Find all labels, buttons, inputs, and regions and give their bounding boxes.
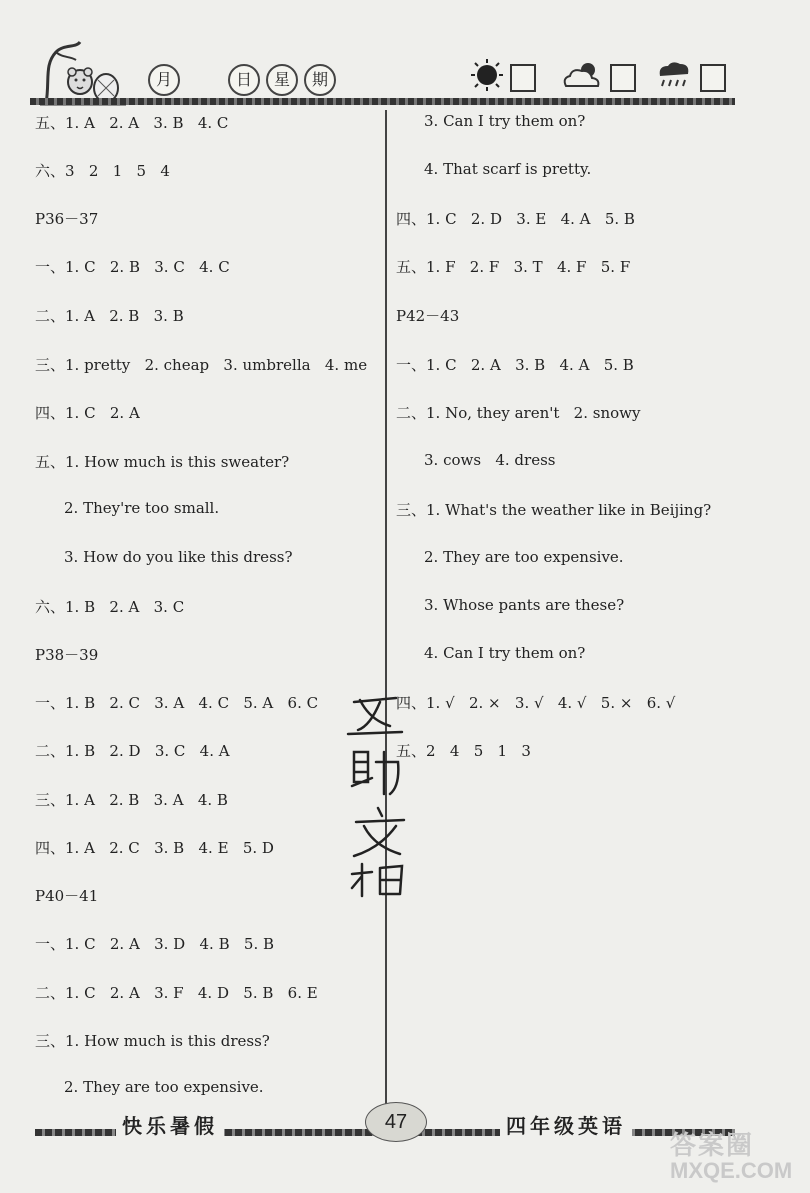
answer-line: 3. How do you like this dress? xyxy=(64,548,293,566)
sun-icon xyxy=(470,58,504,92)
answer-line: 3. cows 4. dress xyxy=(424,451,556,469)
answer-line: 四、1. √ 2. × 3. √ 4. √ 5. × 6. √ xyxy=(396,694,676,712)
answer-line: 4. Can I try them on? xyxy=(424,644,586,662)
answer-line: 2. They're too small. xyxy=(64,499,220,517)
answer-line: 二、1. No, they aren't 2. snowy xyxy=(396,404,641,422)
answer-line: 二、1. A 2. B 3. B xyxy=(35,307,184,325)
watermark xyxy=(670,1125,792,1184)
answer-line: 三、1. pretty 2. cheap 3. umbrella 4. me xyxy=(35,356,368,374)
answer-line: 一、1. C 2. A 3. D 4. B 5. B xyxy=(35,935,274,953)
answer-line: 一、1. C 2. A 3. B 4. A 5. B xyxy=(396,356,634,374)
watermark-url: MXQE.COM xyxy=(670,1158,793,1183)
subject-title: 四年级英语 xyxy=(500,1110,632,1139)
answer-line: 二、1. C 2. A 3. F 4. D 5. B 6. E xyxy=(35,984,318,1002)
week-label-2: 期 xyxy=(304,64,336,96)
answer-line: 四、1. C 2. A xyxy=(35,404,140,422)
page-ref: P42－43 xyxy=(396,307,460,325)
page-ref: P40－41 xyxy=(35,887,99,905)
answer-line: 五、1. How much is this sweater? xyxy=(35,453,290,471)
month-label: 月 xyxy=(148,64,180,96)
rain-cloud-icon xyxy=(656,58,692,94)
answer-line: 2. They are too expensive. xyxy=(424,548,624,566)
answer-line: 一、1. B 2. C 3. A 4. C 5. A 6. C xyxy=(35,694,319,712)
answer-line: 三、1. How much is this dress? xyxy=(35,1032,270,1050)
column-divider xyxy=(385,110,387,1110)
answer-line: 六、3 2 1 5 4 xyxy=(35,162,170,180)
answer-line: 三、1. A 2. B 3. A 4. B xyxy=(35,791,228,809)
day-label: 日 xyxy=(228,64,260,96)
answer-line: 3. Can I try them on? xyxy=(424,112,586,130)
answer-line: 五、1. F 2. F 3. T 4. F 5. F xyxy=(396,258,631,276)
footer xyxy=(0,1110,810,1193)
handwritten-note-graphic xyxy=(340,690,420,900)
answer-line: 四、1. C 2. D 3. E 4. A 5. B xyxy=(396,210,635,228)
book-title: 快乐暑假 xyxy=(116,1110,224,1139)
cloudy-checkbox[interactable] xyxy=(610,64,636,92)
rainy-checkbox[interactable] xyxy=(700,64,726,92)
cloud-sun-icon xyxy=(560,58,604,92)
answer-line: 五、1. A 2. A 3. B 4. C xyxy=(35,114,229,132)
answer-line: 五、2 4 5 1 3 xyxy=(396,742,531,760)
week-label-1: 星 xyxy=(266,64,298,96)
answer-line: 六、1. B 2. A 3. C xyxy=(35,598,185,616)
answer-line: 二、1. B 2. D 3. C 4. A xyxy=(35,742,230,760)
sunny-checkbox[interactable] xyxy=(510,64,536,92)
answer-line: 四、1. A 2. C 3. B 4. E 5. D xyxy=(35,839,274,857)
answer-line: 一、1. C 2. B 3. C 4. C xyxy=(35,258,230,276)
tree-bear-logo-icon xyxy=(36,40,128,106)
page-ref: P38－39 xyxy=(35,646,99,664)
page-ref: P36－37 xyxy=(35,210,99,228)
watermark-logo-text: 答案圈 xyxy=(670,1130,755,1160)
answer-line: 2. They are too expensive. xyxy=(64,1078,264,1096)
answer-line: 4. That scarf is pretty. xyxy=(424,160,592,178)
answer-line: 3. Whose pants are these? xyxy=(424,596,625,614)
page-number: 47 xyxy=(365,1102,427,1142)
header-divider xyxy=(30,98,735,105)
answer-line: 三、1. What's the weather like in Beijing? xyxy=(396,501,712,519)
